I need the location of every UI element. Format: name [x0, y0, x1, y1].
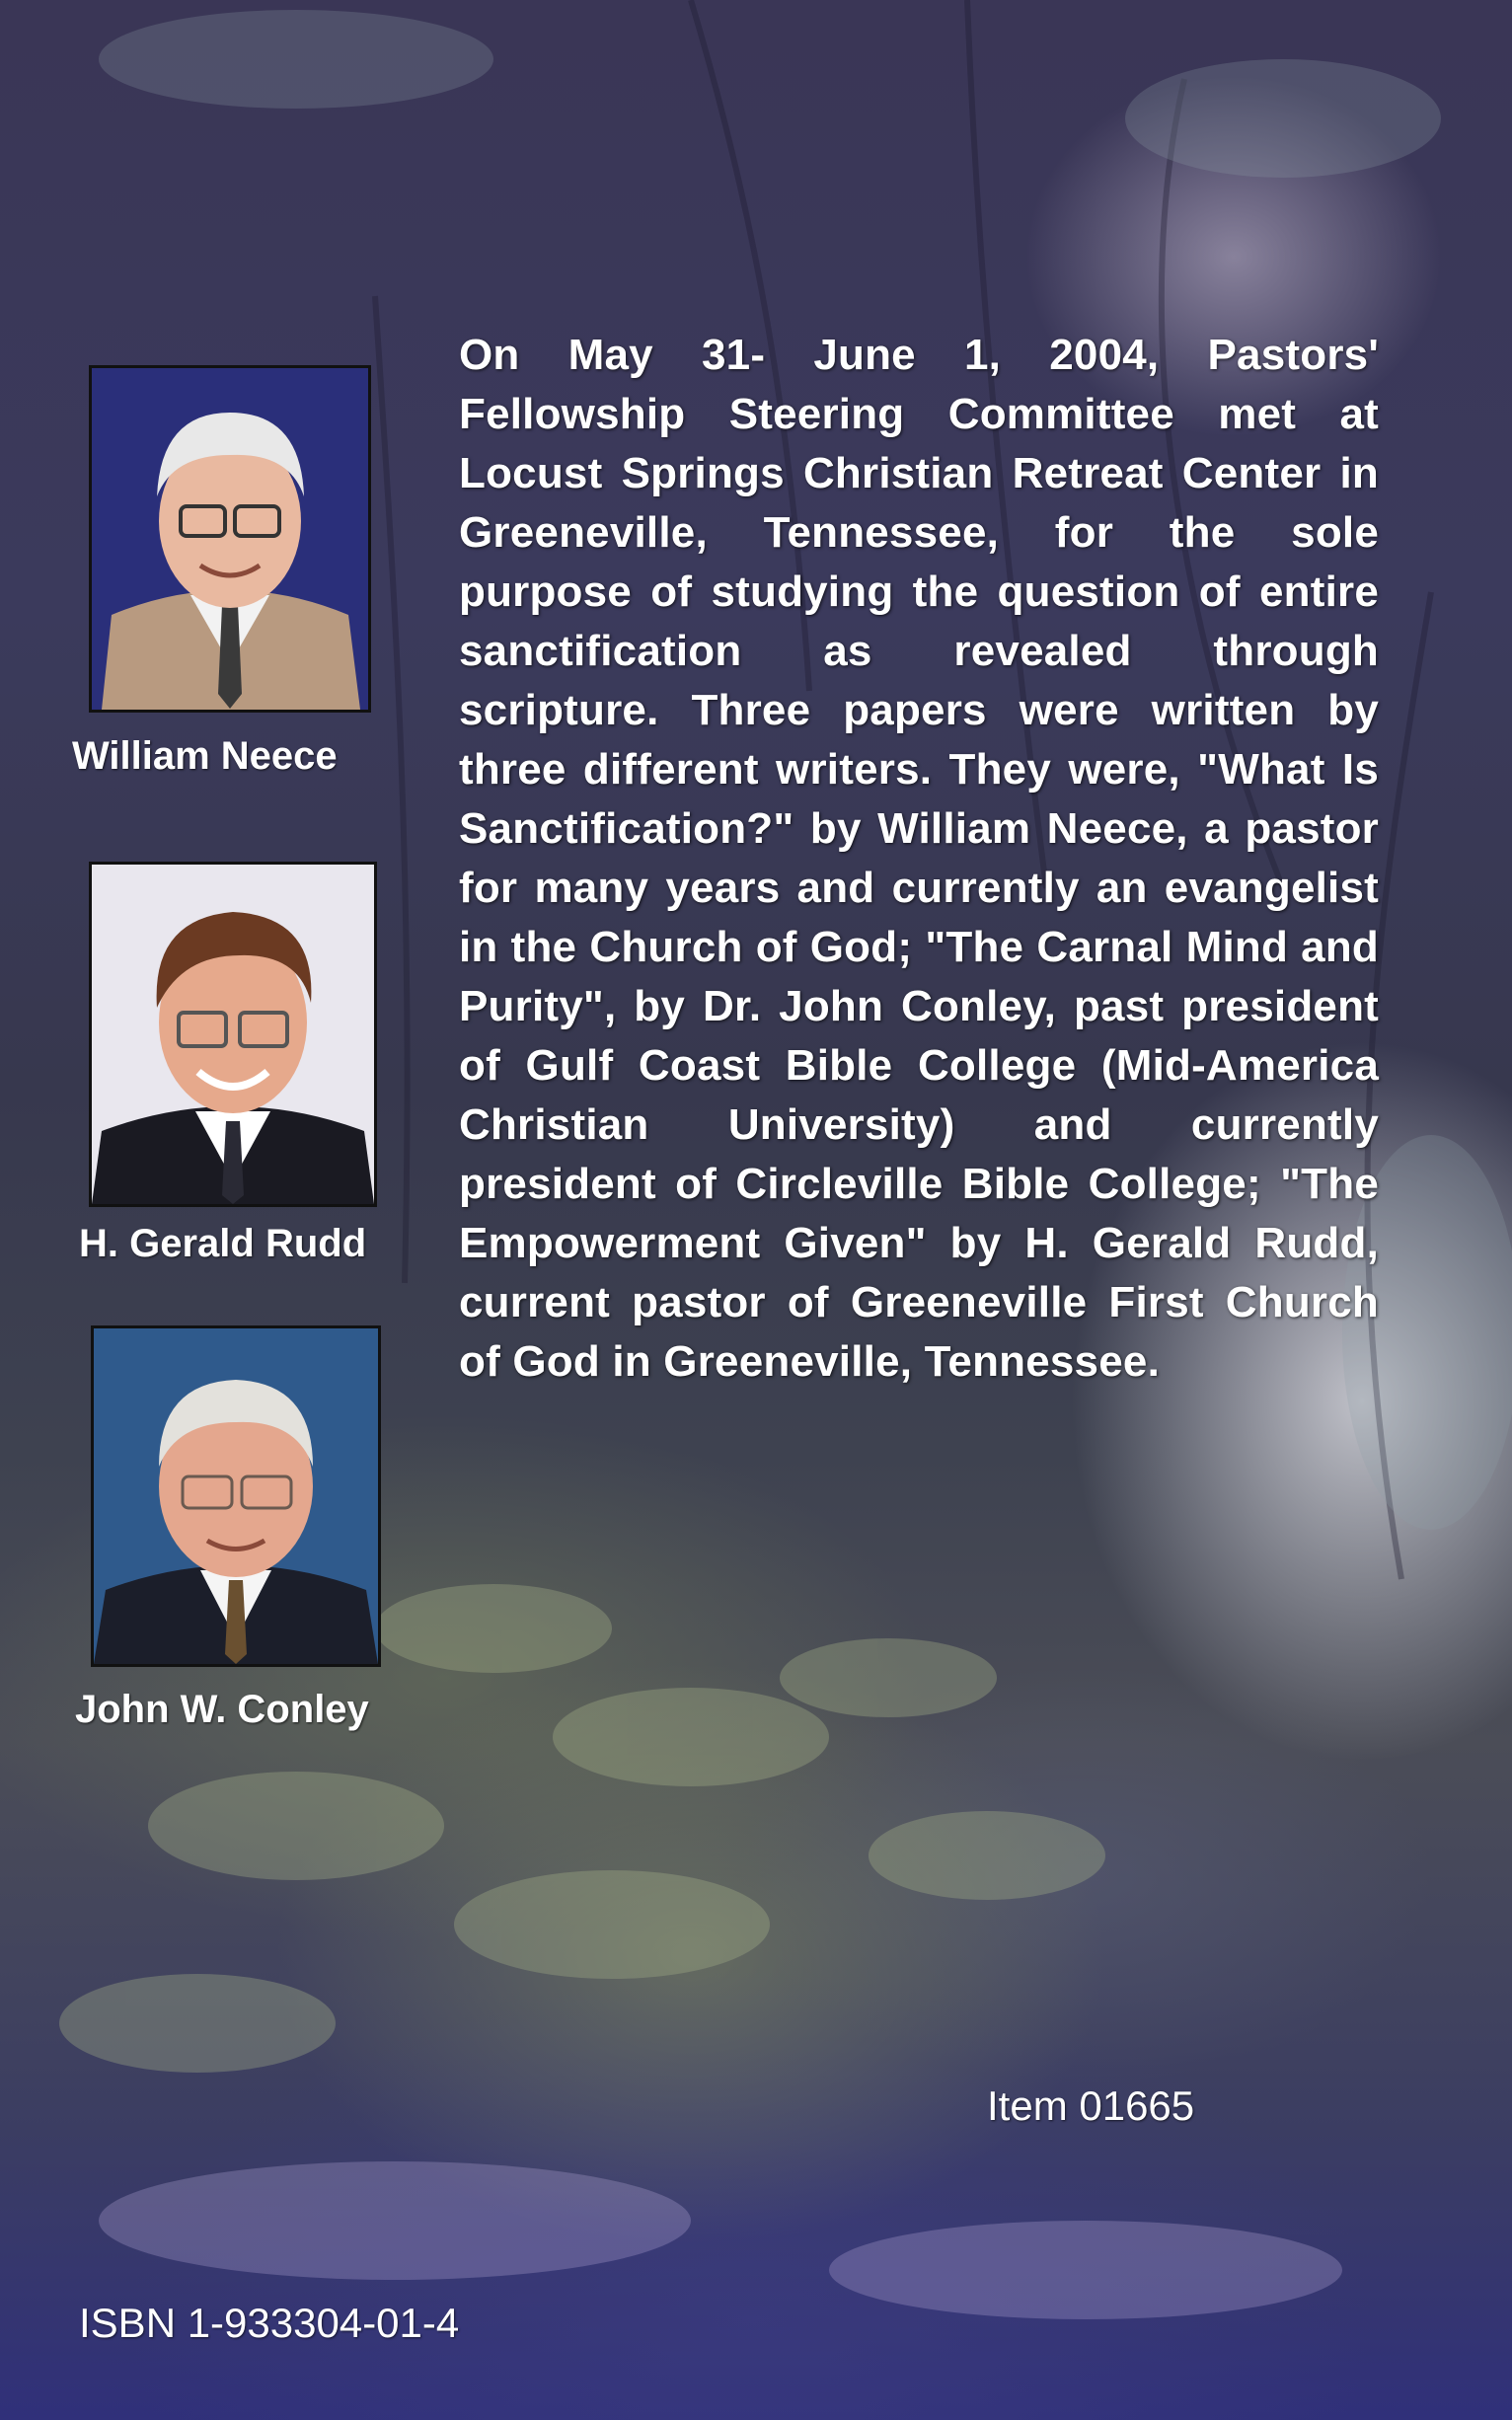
author-photo-william-neece	[89, 365, 371, 713]
author-name-william-neece: William Neece	[72, 734, 338, 778]
author-name-h-gerald-rudd: H. Gerald Rudd	[79, 1222, 367, 1265]
book-description: On May 31- June 1, 2004, Pastors' Fellowship Steering Committee met at Locust Springs Christian Retreat Center in Greeneville, Tennessee, for the sole purpose of studying the question of entire sanctification as revealed through scripture. Three papers were written by three different writers. They were, "What Is Sanctification?" by William Neece, a pastor for many years and currently an evangelist in the Church of God; "The Carnal Mind and Purity", by Dr. John Conley, past president of Gulf Coast Bible College (Mid-America Christian University) and currently president of Circleville Bible College; "The Empowerment Given" by H. Gerald Rudd, current pastor of Greeneville First Church of God in Greeneville, Tennessee.	[459, 331, 1379, 1386]
author-photo-john-w-conley	[91, 1325, 381, 1667]
author-photo-h-gerald-rudd	[89, 862, 377, 1207]
isbn-number: ISBN 1-933304-01-4	[79, 2300, 460, 2346]
author-name-john-w-conley: John W. Conley	[75, 1688, 369, 1731]
item-number: Item 01665	[987, 2082, 1195, 2129]
